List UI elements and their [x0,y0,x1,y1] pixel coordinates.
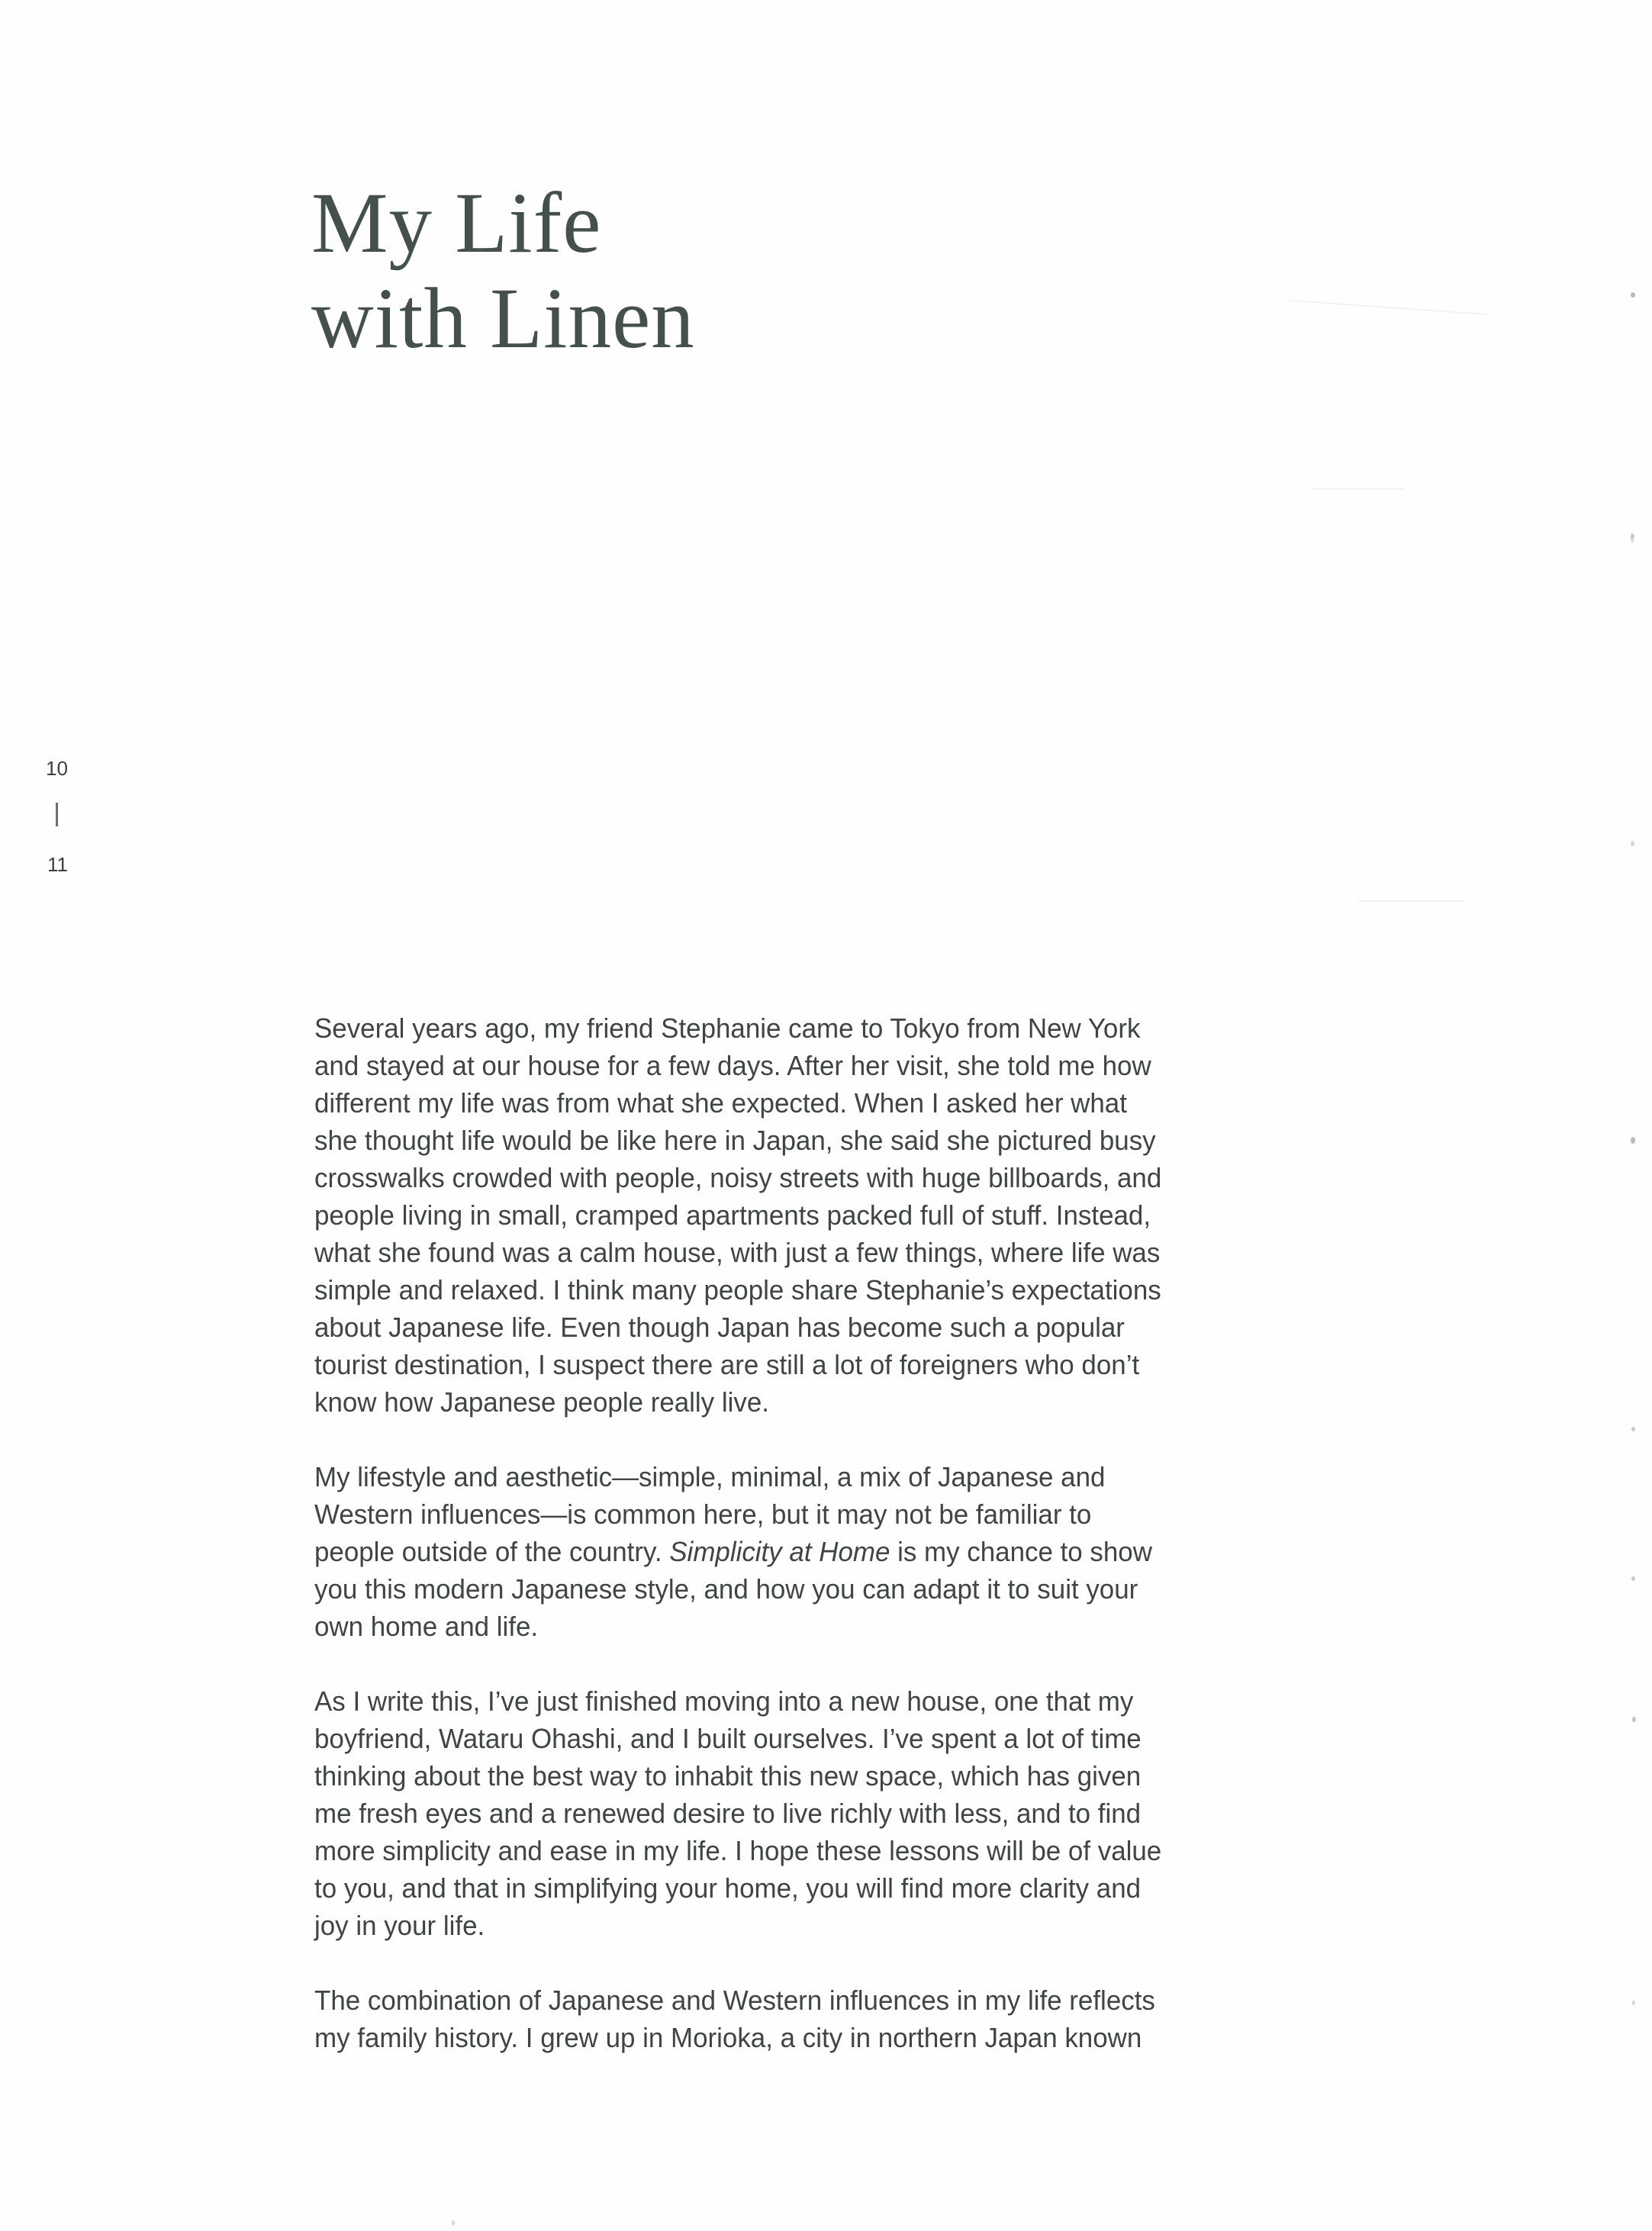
text-segment: is my chance to show [890,1536,1152,1567]
text-line: different my life was from what she expected. When I asked her what [314,1087,1127,1119]
text-line: more simplicity and ease in my life. I hope these lessons will be of value [314,1835,1162,1866]
page-number-left: 10 [46,757,68,780]
folio-separator [56,803,58,826]
text-line: me fresh eyes and a renewed desire to live richly with less, and to find [314,1798,1142,1829]
text-line: what she found was a calm house, with just a few things, where life was [314,1237,1161,1268]
text-line: own home and life. [314,1611,539,1642]
text-line: crosswalks crowded with people, noisy streets with huge billboards, and [314,1162,1162,1193]
scan-speck [1631,841,1634,846]
page-number-right: 11 [47,853,68,876]
text-line: and stayed at our house for a few days. After her visit, she told me how [314,1050,1151,1081]
text-line: The combination of Japanese and Western influences in my life reflects [314,1985,1155,2016]
text-line: she thought life would be like here in Japan, she said she pictured busy [314,1125,1156,1156]
scan-smudge [1290,300,1488,315]
text-line: about Japanese life. Even though Japan has become such a popular [314,1312,1125,1343]
text-line: boyfriend, Wataru Ohashi, and I built ourselves. I’ve spent a lot of time [314,1723,1142,1754]
text-line: My lifestyle and aesthetic—simple, minimal, a mix of Japanese and [314,1461,1106,1492]
text-line: joy in your life. [314,1910,485,1941]
scan-smudge [1358,900,1465,902]
text-line: my family history. I grew up in Morioka, a city in northern Japan known [314,2022,1142,2053]
text-segment: people outside of the country. [314,1536,670,1567]
text-line: you this modern Japanese style, and how you can adapt it to suit your [314,1573,1138,1605]
text-line: As I write this, I’ve just finished moving into a new house, one that my [314,1685,1134,1717]
scan-speck [1632,1717,1636,1722]
text-line-with-book-title [314,1538,1152,1566]
scan-speck [1631,1137,1635,1144]
chapter-title-line-2: with Linen [311,271,695,366]
scan-speck [1631,534,1635,539]
text-line: Western influences—is common here, but it may not be familiar to [314,1499,1092,1530]
text-line: know how Japanese people really live. [314,1386,769,1418]
text-line: people living in small, cramped apartments packed full of stuff. Instead, [314,1199,1151,1231]
scan-speck [1631,292,1635,298]
scan-speck [452,2220,455,2226]
text-line: thinking about the best way to inhabit this new space, which has given [314,1760,1142,1792]
text-line: Several years ago, my friend Stephanie came to Tokyo from New York [314,1012,1141,1044]
scan-speck [1631,1427,1635,1431]
text-line: tourist destination, I suspect there are still a lot of foreigners who don’t [314,1349,1140,1380]
book-title-italic: Simplicity at Home [669,1536,890,1567]
scan-smudge [1312,488,1404,490]
text-line: to you, and that in simplifying your home, you will find more clarity and [314,1872,1142,1904]
text-line: simple and relaxed. I think many people share Stephanie’s expectations [314,1274,1161,1305]
scan-speck [1632,2001,1635,2005]
chapter-title-line-1: My Life [311,175,602,271]
scan-speck [1631,1576,1635,1581]
